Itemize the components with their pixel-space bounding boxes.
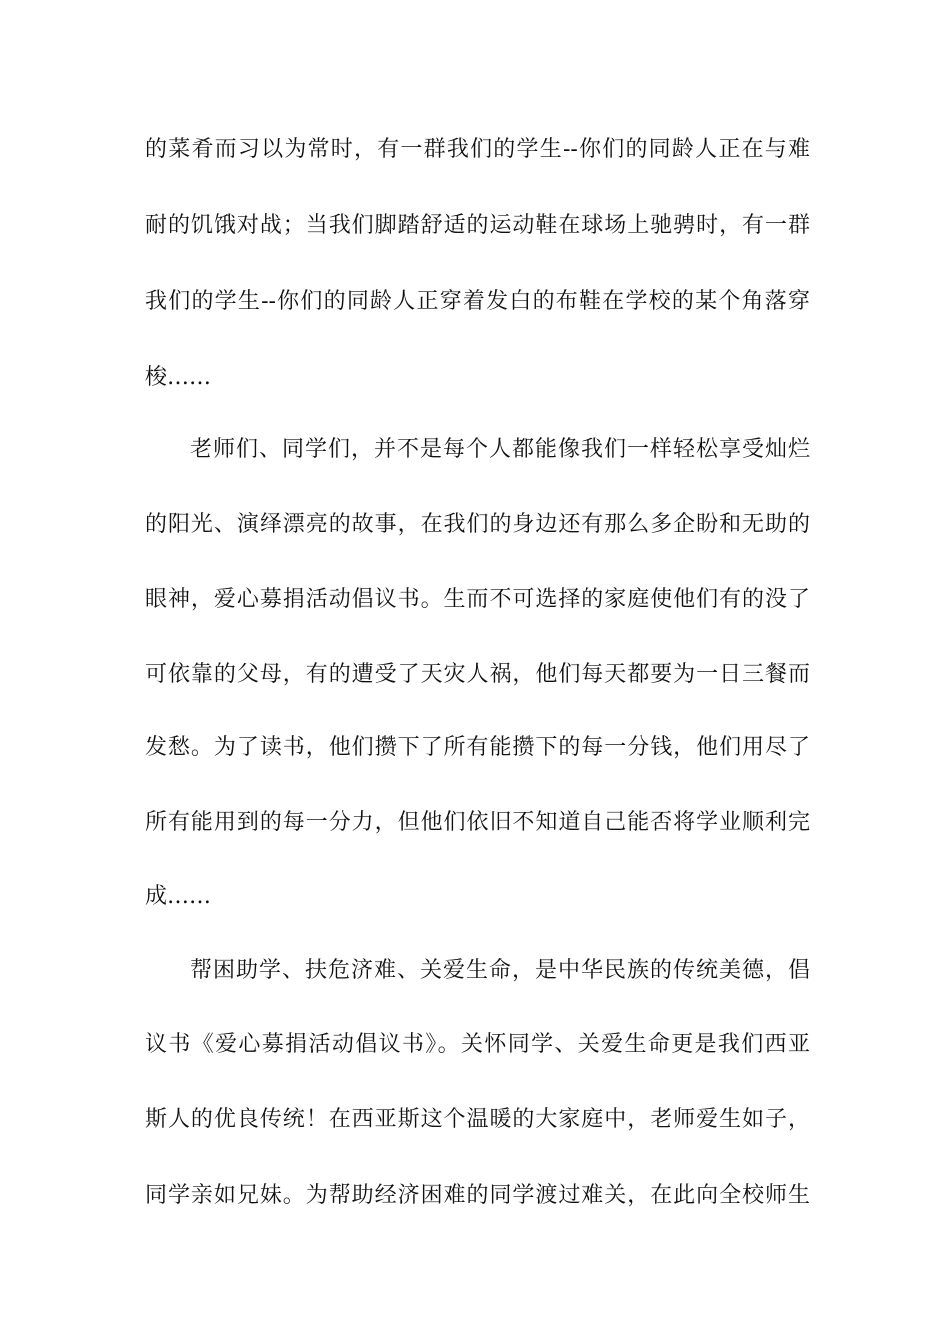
paragraph-2-line-2: 的阳光、演绎漂亮的故事，在我们的身边还有那么多企盼和无助的 <box>145 512 810 537</box>
paragraph-1-line-3: 我们的学生--你们的同龄人正穿着发白的布鞋在学校的某个角落穿 <box>145 289 810 314</box>
paragraph-3-line-3: 斯人的优良传统！在西亚斯这个温暖的大家庭中，老师爱生如子， <box>145 1107 810 1132</box>
paragraph-2-line-4: 可依靠的父母，有的遭受了天灾人祸，他们每天都要为一日三餐而 <box>145 662 810 687</box>
paragraph-2-line-3: 眼神，爱心募捐活动倡议书。生而不可选择的家庭使他们有的没了 <box>145 587 810 612</box>
paragraph-3-line-4: 同学亲如兄妹。为帮助经济困难的同学渡过难关，在此向全校师生 <box>145 1183 810 1208</box>
paragraph-3-line-2: 议书《爱心募捐活动倡议书》。关怀同学、关爱生命更是我们西亚 <box>145 1032 810 1057</box>
paragraph-2-line-7: 成…… <box>145 884 212 909</box>
paragraph-2-line-1: 老师们、同学们，并不是每个人都能像我们一样轻松享受灿烂 <box>190 437 810 462</box>
paragraph-3-line-1: 帮困助学、扶危济难、关爱生命，是中华民族的传统美德，倡 <box>190 958 810 983</box>
paragraph-1-line-2: 耐的饥饿对战；当我们脚踏舒适的运动鞋在球场上驰骋时，有一群 <box>145 213 810 238</box>
paragraph-1-line-1: 的菜肴而习以为常时，有一群我们的学生--你们的同龄人正在与难 <box>145 137 810 162</box>
paragraph-1-line-4: 梭…… <box>145 365 212 390</box>
paragraph-2-line-6: 所有能用到的每一分力，但他们依旧不知道自己能否将学业顺利完 <box>145 810 810 835</box>
paragraph-2-line-5: 发愁。为了读书，他们攒下了所有能攒下的每一分钱，他们用尽了 <box>145 735 810 760</box>
